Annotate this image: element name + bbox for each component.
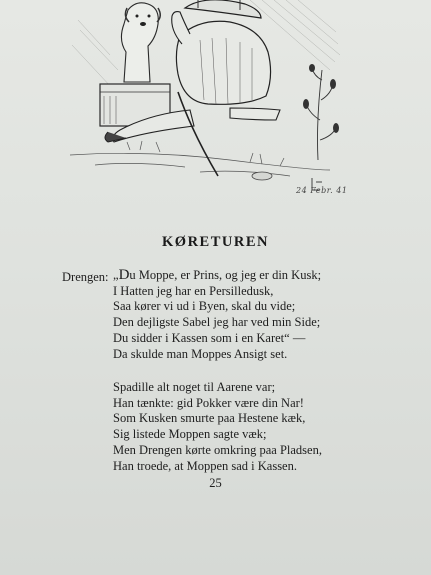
poem-line: Du sidder i Kassen som i en Karet“ — <box>113 330 306 345</box>
page-number: 25 <box>209 476 222 490</box>
illustration-signature: 24 Febr. 41 <box>296 186 348 195</box>
poem-line: Den dejligste Sabel jeg har ved min Side; <box>113 315 321 330</box>
poem-line: Saa kører vi ud i Byen, skal du vide; <box>113 299 296 314</box>
poem-line: I Hatten jeg har en Persilledusk, <box>113 283 274 298</box>
speaker-label: Drengen: <box>62 270 109 284</box>
initial-letter: D <box>118 267 130 283</box>
poem-line: Sig listede Moppen sagte væk; <box>113 427 267 442</box>
poem-line: Da skulde man Moppes Ansigt set. <box>113 346 288 361</box>
illustration-boy-with-dog <box>0 0 431 210</box>
stanza-1 <box>113 268 321 362</box>
poem-line: Spadille alt noget til Aarene var; <box>113 380 276 394</box>
stanza-2 <box>113 380 322 474</box>
poem-line: Som Kusken smurte paa Hestene kæk, <box>113 411 306 426</box>
poem-title: KØRETUREN <box>162 234 269 250</box>
poem-line <box>113 268 321 284</box>
opening-quote: „ <box>113 268 119 282</box>
poem-line: Men Drengen kørte omkring paa Pladsen, <box>113 442 322 457</box>
first-line-rest: u Moppe, er Prins, og jeg er din Kusk; <box>129 268 322 282</box>
poem-line: Han troede, at Moppen sad i Kassen. <box>113 458 297 473</box>
poem-line: Han tænkte: gid Pokker være din Nar! <box>113 395 304 410</box>
